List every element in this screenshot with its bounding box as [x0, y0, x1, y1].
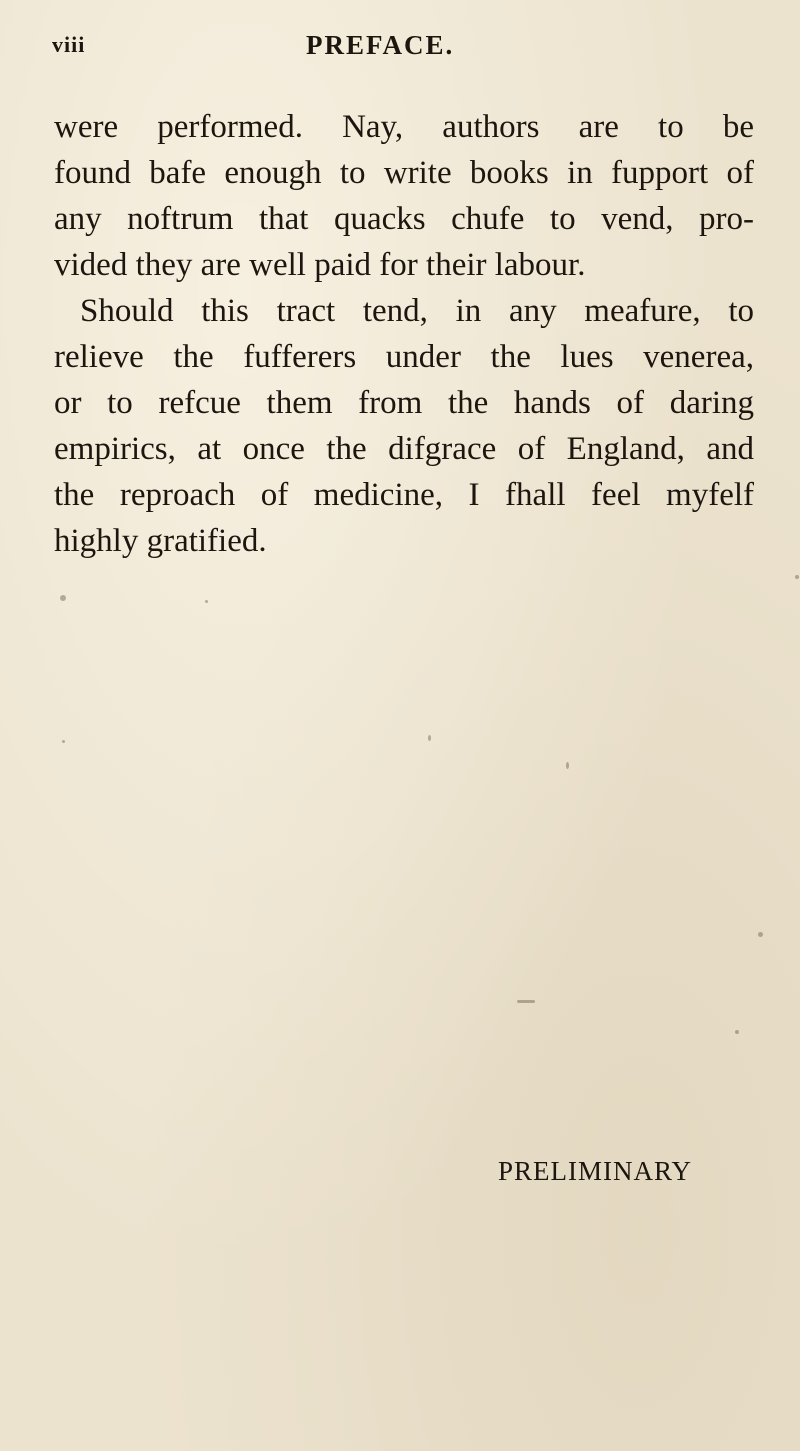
running-title: PREFACE. — [306, 30, 455, 60]
paper-speck — [758, 932, 763, 937]
text-line: vided they are well paid for their labour. — [54, 247, 586, 283]
text-line: empirics, at once the difgrace of England, and — [54, 431, 754, 467]
paper-speck — [62, 740, 65, 743]
paper-speck — [428, 735, 431, 741]
body-text — [54, 104, 754, 564]
text-line: found bafe enough to write books in fupport of — [54, 155, 754, 191]
paper-speck — [517, 1000, 535, 1003]
text-line: relieve the fufferers under the lues venerea, — [54, 339, 754, 375]
paper-speck — [795, 575, 799, 579]
text-line: highly gratified. — [54, 523, 267, 559]
text-line: were performed. Nay, authors are to be — [54, 109, 754, 145]
paper-speck — [566, 762, 569, 769]
text-line: Should this tract tend, in any meafure, to — [80, 293, 754, 329]
text-line: or to refcue them from the hands of daring — [54, 385, 754, 421]
paper-speck — [60, 595, 66, 601]
page-number: viii — [52, 32, 86, 57]
page-header — [0, 18, 800, 68]
text-line: the reproach of medicine, I fhall feel myfelf — [54, 477, 754, 513]
catchword: PRELIMINARY — [498, 1156, 693, 1186]
paper-speck — [205, 600, 208, 603]
paper-speck — [735, 1030, 739, 1034]
text-line: any noftrum that quacks chufe to vend, pro- — [54, 201, 754, 237]
